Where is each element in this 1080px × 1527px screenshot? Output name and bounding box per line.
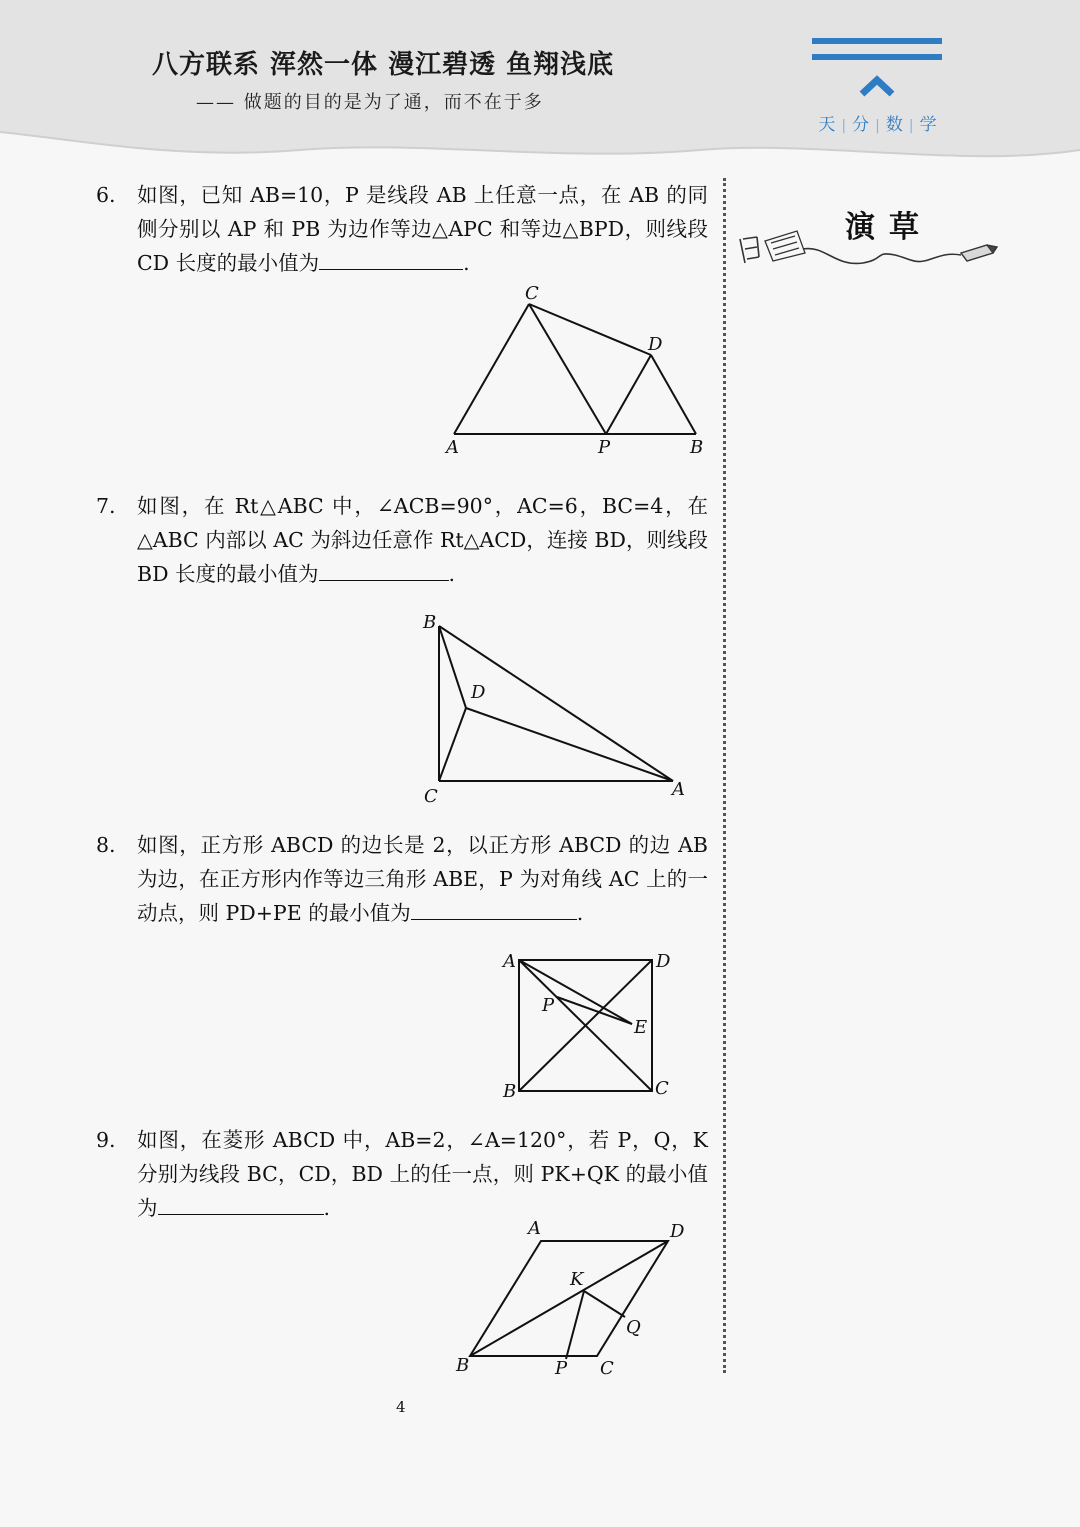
segment-DA: [466, 708, 673, 781]
logo-char-2: 分: [852, 115, 871, 135]
point-label-d: D: [656, 951, 671, 972]
segment-DB: [651, 355, 696, 434]
point-label-c: C: [525, 283, 539, 304]
segment-CD: [529, 304, 651, 355]
header-sub-motto: —— 做题的目的是为了通，而不在于多: [196, 92, 544, 113]
segment-PE: [557, 997, 632, 1024]
figure-8: [495, 945, 685, 1105]
answer-blank[interactable]: [319, 247, 463, 270]
segment-DC: [439, 708, 466, 781]
point-label-a: A: [528, 1218, 541, 1239]
problem-text: [137, 1123, 708, 1225]
problem-text: [137, 178, 708, 280]
problem-statement: 如图，在 Rt△ABC 中，∠ACB=90°，AC=6，BC=4，在△ABC 内部以 AC 为斜边任意作 Rt△ACD，连接 BD，则线段 BD 长度的最小值为: [137, 494, 708, 586]
problem-statement: 如图，正方形 ABCD 的边长是 2，以正方形 ABCD 的边 AB 为边，在正方形内作等边三角形 ABE，P 为对角线 AC 上的一动点，则 PD+PE 的最小值为: [137, 833, 708, 925]
point-label-d: D: [648, 334, 663, 355]
point-label-c: C: [655, 1078, 669, 1099]
problem-end-punct: .: [448, 562, 456, 586]
problem-statement: 如图，已知 AB=10，P 是线段 AB 上任意一点，在 AB 的同侧分别以 AP 和 PB 为边作等边△APC 和等边△BPD，则线段 CD 长度的最小值为: [137, 183, 708, 275]
problem-7: [96, 489, 708, 591]
logo-char-4: 学: [919, 115, 938, 135]
point-label-a: A: [503, 951, 516, 972]
pencil-decoration-icon: [735, 225, 1000, 275]
point-label-p: P: [598, 437, 611, 458]
answer-blank[interactable]: [411, 897, 577, 920]
logo-char-3: 数: [885, 115, 904, 135]
scratch-title: 演草: [845, 210, 933, 245]
logo-char-1: 天: [818, 115, 837, 135]
point-label-c: C: [424, 786, 438, 807]
diagonal-BD: [470, 1241, 668, 1356]
problem-6: [96, 178, 708, 280]
logo-text: 天 | 分 | 数 | 学: [818, 115, 938, 135]
point-label-d: D: [471, 682, 486, 703]
answer-blank[interactable]: [158, 1192, 324, 1215]
point-label-d: D: [670, 1221, 685, 1242]
problem-number: 9.: [96, 1128, 116, 1152]
problem-end-punct: .: [576, 901, 584, 925]
point-label-a: A: [672, 779, 685, 800]
problem-end-punct: .: [323, 1196, 331, 1220]
point-label-b: B: [690, 437, 704, 458]
point-label-p: P: [542, 995, 555, 1016]
point-label-b: B: [423, 612, 437, 633]
segment-PD: [606, 355, 651, 434]
problem-number: 7.: [96, 494, 116, 518]
problem-text: [137, 489, 708, 591]
problem-statement: 如图，在菱形 ABCD 中，AB=2，∠A=120°，若 P，Q，K 分别为线段 BC，CD，BD 上的任一点，则 PK+QK 的最小值为: [137, 1128, 708, 1220]
segment-AC: [454, 304, 529, 434]
header-motto: 八方联系 浑然一体 漫江碧透 鱼翔浅底: [152, 50, 615, 80]
segment-BA: [439, 626, 673, 781]
point-label-a: A: [446, 437, 459, 458]
problem-number: 8.: [96, 833, 116, 857]
segment-PK: [566, 1291, 584, 1359]
header-banner: [0, 0, 1080, 175]
figure-9: [445, 1213, 695, 1383]
point-label-b: B: [503, 1081, 517, 1102]
problem-text: [137, 828, 708, 930]
problem-end-punct: .: [463, 251, 470, 275]
segment-CP: [529, 304, 606, 434]
segment-KQ: [584, 1291, 625, 1317]
problem-number: 6.: [96, 183, 116, 207]
page-number: 4: [396, 1398, 406, 1416]
point-label-b: B: [456, 1355, 470, 1376]
segment-BD: [439, 626, 466, 708]
figure-6: [440, 280, 710, 460]
answer-blank[interactable]: [319, 558, 449, 581]
point-label-k: K: [570, 1269, 584, 1290]
scratch-divider: [723, 178, 726, 1373]
point-label-e: E: [634, 1017, 648, 1038]
problem-9: [96, 1123, 708, 1225]
point-label-c: C: [600, 1358, 614, 1379]
figure-7: [415, 608, 700, 808]
point-label-q: Q: [626, 1317, 641, 1338]
point-label-p: P: [555, 1358, 568, 1379]
problem-8: [96, 828, 708, 930]
